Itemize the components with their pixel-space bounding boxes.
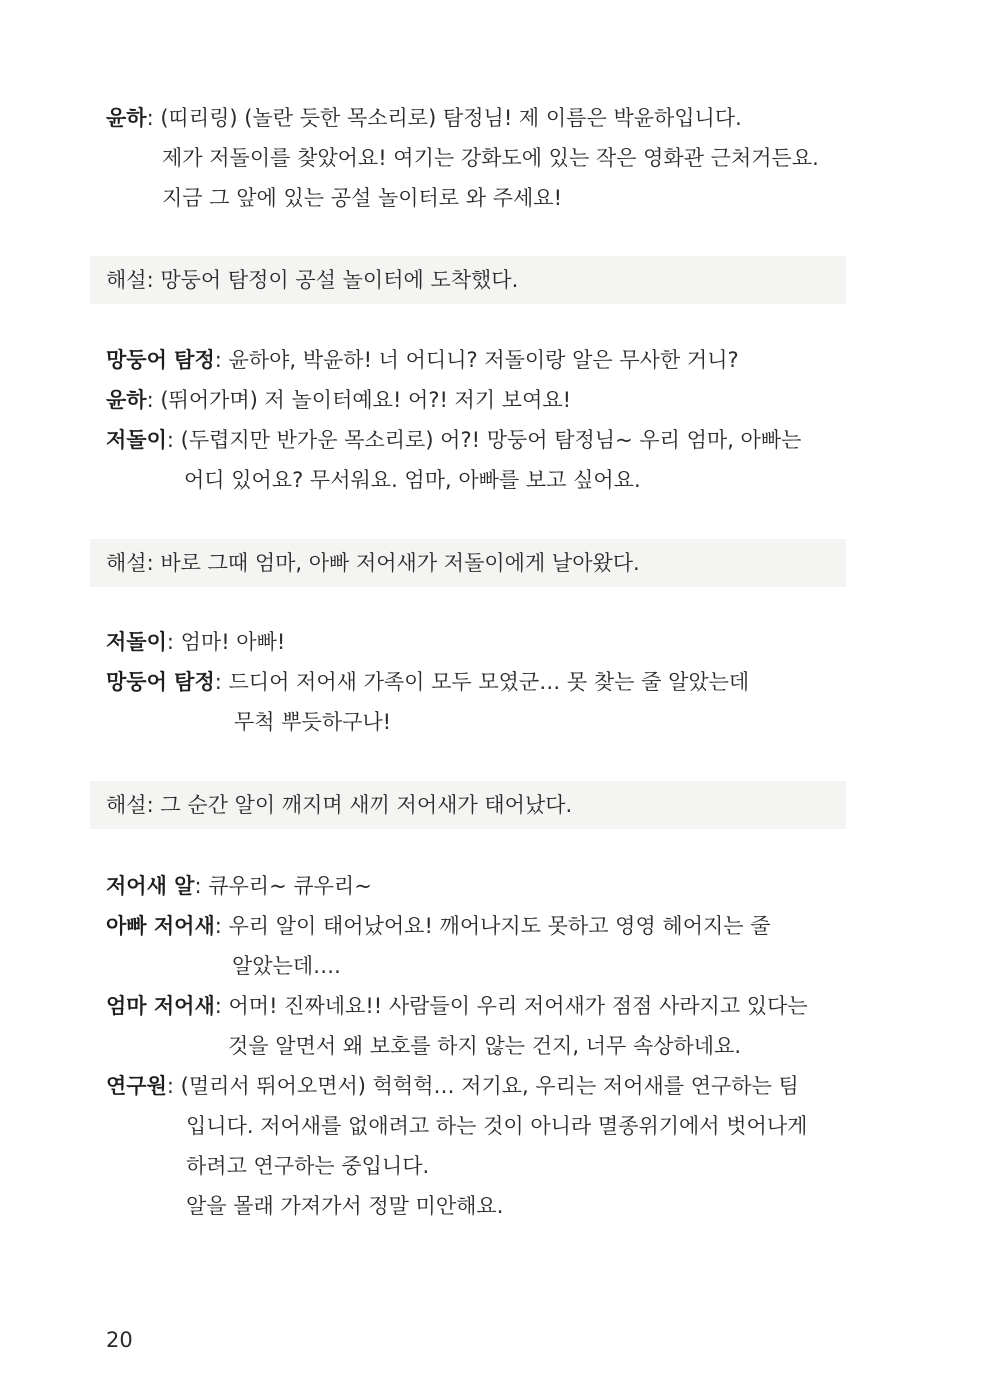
speaker-name: 망둥어 탐정 [106,670,215,694]
dialogue-line: 것을 알면서 왜 보호를 하지 않는 건지, 너무 속상하네요. [228,1034,742,1058]
dialogue-mother-spoonbill [106,986,866,1066]
narration-box: 해설: 그 순간 알이 깨지며 새끼 저어새가 태어났다. [90,781,846,829]
dialogue-line: 알았는데…. [232,954,341,978]
dialogue-text: 드디어 저어새 가족이 모두 모였군… 못 찾는 줄 알았는데 [228,670,750,694]
dialogue-egg [106,866,866,906]
dialogue-line: 저돌이: 엄마! 아빠! [106,630,286,654]
dialogue-text: 엄마! 아빠! [180,630,286,654]
dialogue-text: (멀리서 뛰어오면서) 헉헉헉… 저기요, 우리는 저어새를 연구하는 팀 [180,1074,799,1098]
dialogue-jeodol-1 [106,420,866,500]
dialogue-line: 입니다. 저어새를 없애려고 하는 것이 아니라 멸종위기에서 벗어나게 [186,1114,808,1138]
dialogue-line: 아빠 저어새: 우리 알이 태어났어요! 깨어나지도 못하고 영영 헤어지는 줄 [106,914,771,938]
speaker-name: 저돌이 [106,630,167,654]
dialogue-line: 윤하: (뛰어가며) 저 놀이터예요! 어?! 저기 보여요! [106,388,572,412]
dialogue-line: 어디 있어요? 무서워요. 엄마, 아빠를 보고 싶어요. [184,468,641,492]
dialogue-text: 어머! 진짜네요!! 사람들이 우리 저어새가 점점 사라지고 있다는 [228,994,808,1018]
speaker-name: 윤하 [106,388,147,412]
dialogue-line: 하려고 연구하는 중입니다. [186,1154,430,1178]
dialogue-detective-1 [106,340,866,380]
speaker-name: 망둥어 탐정 [106,348,215,372]
dialogue-line: 알을 몰래 가져가서 정말 미안해요. [186,1194,504,1218]
dialogue-line: 엄마 저어새: 어머! 진짜네요!! 사람들이 우리 저어새가 점점 사라지고 있다는 [106,994,808,1018]
dialogue-line: 연구원: (멀리서 뛰어오면서) 헉헉헉… 저기요, 우리는 저어새를 연구하는 팀 [106,1074,799,1098]
dialogue-line: 제가 저돌이를 찾았어요! 여기는 강화도에 있는 작은 영화관 근처거든요. [162,146,819,170]
dialogue-line: 망둥어 탐정: 드디어 저어새 가족이 모두 모였군… 못 찾는 줄 알았는데 [106,670,750,694]
speaker-name: 저돌이 [106,428,167,452]
dialogue-father-spoonbill [106,906,866,986]
dialogue-line: 지금 그 앞에 있는 공설 놀이터로 와 주세요! [162,186,563,210]
dialogue-text: 큐우리~ 큐우리~ [208,874,372,898]
dialogue-line: 망둥어 탐정: 윤하야, 박윤하! 너 어디니? 저돌이랑 알은 무사한 거니? [106,348,739,372]
dialogue-researcher [106,1066,866,1226]
dialogue-line: 무척 뿌듯하구나! [234,710,392,734]
speaker-name: 연구원 [106,1074,167,1098]
dialogue-yunha-1 [106,98,866,218]
speaker-name: 아빠 저어새 [106,914,215,938]
dialogue-text: (띠리링) (놀란 듯한 목소리로) 탐정님! 제 이름은 박윤하입니다. [160,106,742,130]
dialogue-line: 윤하: (띠리링) (놀란 듯한 목소리로) 탐정님! 제 이름은 박윤하입니다. [106,106,742,130]
dialogue-line: 저돌이: (두렵지만 반가운 목소리로) 어?! 망둥어 탐정님~ 우리 엄마, 아빠는 [106,428,802,452]
dialogue-text: (두렵지만 반가운 목소리로) 어?! 망둥어 탐정님~ 우리 엄마, 아빠는 [180,428,802,452]
narration-box: 해설: 바로 그때 엄마, 아빠 저어새가 저돌이에게 날아왔다. [90,539,846,587]
dialogue-detective-2 [106,662,866,742]
narration-box: 해설: 망둥어 탐정이 공설 놀이터에 도착했다. [90,256,846,304]
dialogue-text: (뛰어가며) 저 놀이터예요! 어?! 저기 보여요! [160,388,572,412]
page-number: 20 [106,1328,133,1352]
speaker-name: 저어새 알 [106,874,195,898]
dialogue-jeodol-2 [106,622,866,662]
speaker-name: 윤하 [106,106,147,130]
dialogue-yunha-2 [106,380,866,420]
speaker-name: 엄마 저어새 [106,994,215,1018]
dialogue-line: 저어새 알: 큐우리~ 큐우리~ [106,874,372,898]
dialogue-text: 우리 알이 태어났어요! 깨어나지도 못하고 영영 헤어지는 줄 [228,914,771,938]
dialogue-text: 윤하야, 박윤하! 너 어디니? 저돌이랑 알은 무사한 거니? [228,348,739,372]
